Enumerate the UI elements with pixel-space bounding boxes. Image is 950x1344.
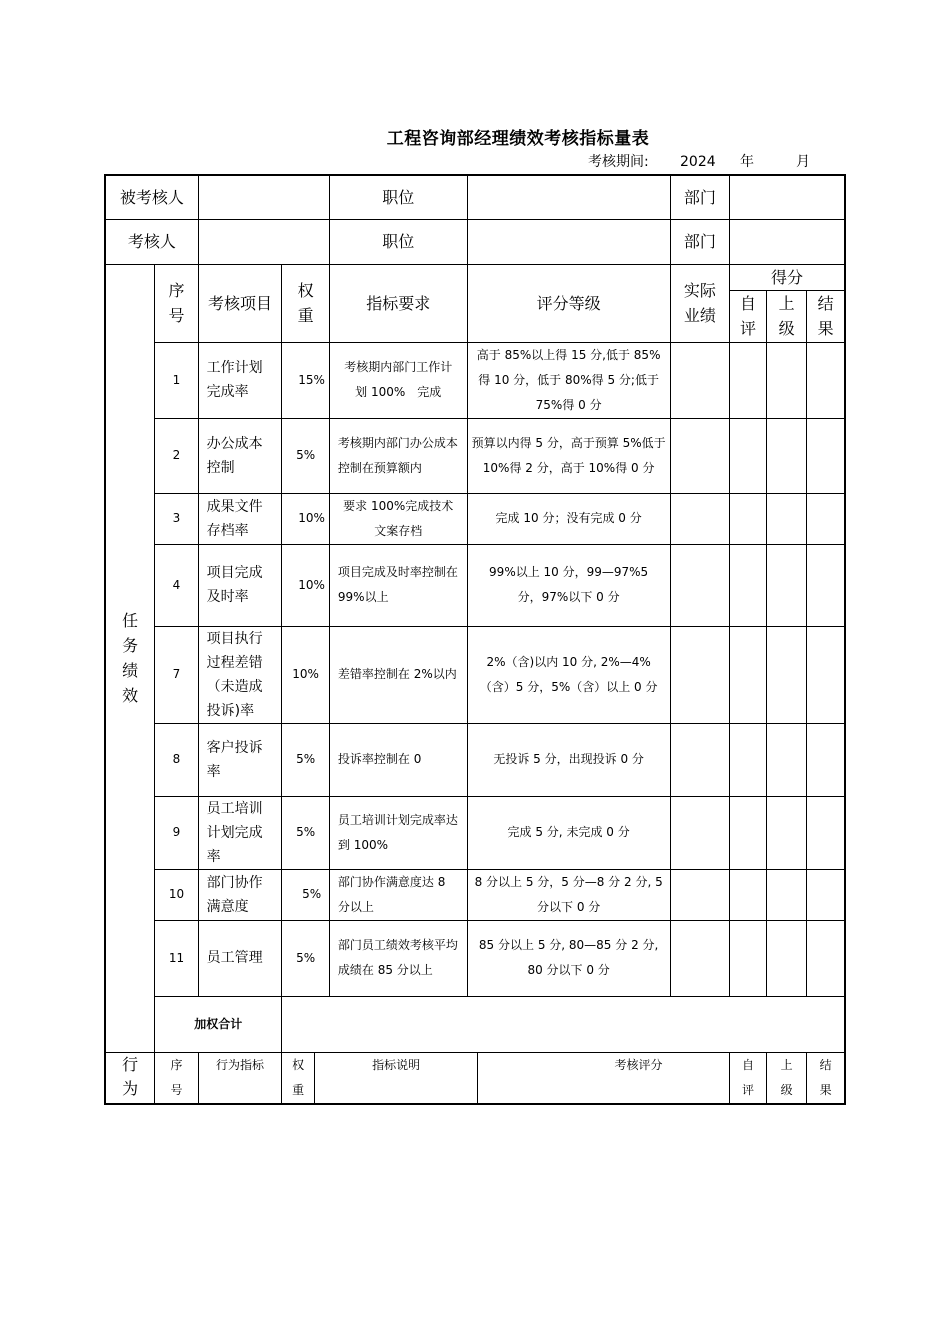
section-behavior: 行为 <box>105 1052 155 1104</box>
row-grading: 8 分以上 5 分，5 分—8 分 2 分, 5 分以下 0 分 <box>467 869 670 920</box>
row-superior-score[interactable] <box>767 544 807 626</box>
row-actual[interactable] <box>670 796 729 869</box>
row-no: 4 <box>155 544 198 626</box>
row-weight: 5% <box>282 723 330 796</box>
table-row <box>105 626 845 723</box>
row-actual[interactable] <box>670 342 729 418</box>
row-self-score[interactable] <box>730 418 767 493</box>
table-row <box>105 920 845 996</box>
row-result[interactable] <box>807 723 845 796</box>
row-item: 员工管理 <box>198 920 282 996</box>
period-label: 考核期间: <box>588 154 649 170</box>
row-grading: 高于 85%以上得 15 分,低于 85%得 10 分，低于 80%得 5 分;低于 75%得 0 分 <box>467 342 670 418</box>
weighted-total-row <box>105 996 845 1052</box>
behavior-col-superior: 上级 <box>767 1052 807 1104</box>
assessee-label: 被考核人 <box>105 175 198 219</box>
row-self-score[interactable] <box>730 544 767 626</box>
row-no: 10 <box>155 869 198 920</box>
behavior-col-indicator: 行为指标 <box>198 1052 282 1104</box>
table-row <box>105 342 845 418</box>
row-no: 11 <box>155 920 198 996</box>
behavior-header-row <box>105 1052 845 1104</box>
assessee-row <box>105 175 845 219</box>
row-self-score[interactable] <box>730 342 767 418</box>
position-label: 职位 <box>329 175 467 219</box>
row-result[interactable] <box>807 544 845 626</box>
row-self-score[interactable] <box>730 626 767 723</box>
department-label: 部门 <box>670 175 729 219</box>
assessee-department-field[interactable] <box>730 175 845 219</box>
assessor-department-field[interactable] <box>730 219 845 264</box>
col-actual: 实际业绩 <box>670 264 729 342</box>
behavior-col-weight: 权重 <box>282 1052 315 1104</box>
row-requirement: 部门协作满意度达 8 分以上 <box>329 869 467 920</box>
row-self-score[interactable] <box>730 796 767 869</box>
row-no: 7 <box>155 626 198 723</box>
row-item: 部门协作满意度 <box>198 869 282 920</box>
row-grading: 无投诉 5 分，出现投诉 0 分 <box>467 723 670 796</box>
row-actual[interactable] <box>670 418 729 493</box>
row-weight: 5% <box>282 796 330 869</box>
page-title: 工程咨询部经理绩效考核指标量表 <box>386 129 650 149</box>
row-item: 项目完成及时率 <box>198 544 282 626</box>
row-weight: 15% <box>282 342 330 418</box>
behavior-col-result: 结果 <box>807 1052 845 1104</box>
row-requirement: 投诉率控制在 0 <box>329 723 467 796</box>
row-result[interactable] <box>807 920 845 996</box>
row-superior-score[interactable] <box>767 796 807 869</box>
row-requirement: 考核期内部门工作计划 100% 完成 <box>329 342 467 418</box>
col-item: 考核项目 <box>198 264 282 342</box>
assessor-field[interactable] <box>198 219 329 264</box>
row-weight: 5% <box>282 920 330 996</box>
table-row <box>105 796 845 869</box>
row-weight: 5% <box>282 869 330 920</box>
col-self: 自评 <box>730 290 767 342</box>
assessment-period <box>588 151 810 171</box>
row-item: 成果文件存档率 <box>198 493 282 544</box>
row-actual[interactable] <box>670 920 729 996</box>
assessee-field[interactable] <box>198 175 329 219</box>
col-no: 序号 <box>155 264 198 342</box>
row-item: 办公成本控制 <box>198 418 282 493</box>
row-item: 员工培训计划完成率 <box>198 796 282 869</box>
col-result: 结果 <box>807 290 845 342</box>
period-month-unit: 月 <box>796 154 810 170</box>
row-result[interactable] <box>807 626 845 723</box>
weighted-total-label: 加权合计 <box>155 996 282 1052</box>
col-grading: 评分等级 <box>467 264 670 342</box>
row-no: 3 <box>155 493 198 544</box>
weighted-total-field[interactable] <box>282 996 845 1052</box>
table-row <box>105 869 845 920</box>
row-actual[interactable] <box>670 544 729 626</box>
assessor-row <box>105 219 845 264</box>
row-superior-score[interactable] <box>767 418 807 493</box>
row-superior-score[interactable] <box>767 342 807 418</box>
row-result[interactable] <box>807 493 845 544</box>
row-requirement: 项目完成及时率控制在 99%以上 <box>329 544 467 626</box>
behavior-col-description: 指标说明 <box>315 1052 478 1104</box>
col-score: 得分 <box>730 264 845 290</box>
row-weight: 10% <box>282 493 330 544</box>
row-superior-score[interactable] <box>767 493 807 544</box>
row-result[interactable] <box>807 869 845 920</box>
row-grading: 完成 5 分, 未完成 0 分 <box>467 796 670 869</box>
position-label-2: 职位 <box>329 219 467 264</box>
assessor-label: 考核人 <box>105 219 198 264</box>
row-actual[interactable] <box>670 493 729 544</box>
table-row <box>105 493 845 544</box>
row-no: 9 <box>155 796 198 869</box>
column-header-row <box>105 264 845 290</box>
row-actual[interactable] <box>670 723 729 796</box>
row-grading: 99%以上 10 分，99—97%5 分，97%以下 0 分 <box>467 544 670 626</box>
row-superior-score[interactable] <box>767 626 807 723</box>
row-no: 1 <box>155 342 198 418</box>
row-item: 工作计划完成率 <box>198 342 282 418</box>
row-requirement: 部门员工绩效考核平均成绩在 85 分以上 <box>329 920 467 996</box>
table-row <box>105 418 845 493</box>
col-superior: 上级 <box>767 290 807 342</box>
section-task-performance: 任务绩效 <box>105 264 155 1052</box>
row-requirement: 考核期内部门办公成本控制在预算额内 <box>329 418 467 493</box>
row-no: 8 <box>155 723 198 796</box>
col-requirement: 指标要求 <box>329 264 467 342</box>
row-requirement: 员工培训计划完成率达到 100% <box>329 796 467 869</box>
row-superior-score[interactable] <box>767 920 807 996</box>
row-weight: 5% <box>282 418 330 493</box>
row-actual[interactable] <box>670 869 729 920</box>
row-item: 客户投诉率 <box>198 723 282 796</box>
table-row <box>105 723 845 796</box>
row-weight: 10% <box>282 544 330 626</box>
behavior-col-self: 自评 <box>730 1052 767 1104</box>
table-row <box>105 544 845 626</box>
row-grading: 85 分以上 5 分, 80—85 分 2 分, 80 分以下 0 分 <box>467 920 670 996</box>
row-requirement: 要求 100%完成技术文案存档 <box>329 493 467 544</box>
row-result[interactable] <box>807 418 845 493</box>
behavior-col-evaluation: 考核评分 <box>478 1052 730 1104</box>
assessor-position-field[interactable] <box>467 219 670 264</box>
period-year: 2024 <box>680 154 716 170</box>
row-self-score[interactable] <box>730 869 767 920</box>
row-superior-score[interactable] <box>767 869 807 920</box>
period-year-unit: 年 <box>740 154 754 170</box>
row-self-score[interactable] <box>730 920 767 996</box>
row-item: 项目执行过程差错（未造成投诉)率 <box>198 626 282 723</box>
row-grading: 预算以内得 5 分，高于预算 5%低于 10%得 2 分，高于 10%得 0 分 <box>467 418 670 493</box>
row-requirement: 差错率控制在 2%以内 <box>329 626 467 723</box>
row-no: 2 <box>155 418 198 493</box>
department-label-2: 部门 <box>670 219 729 264</box>
col-weight: 权重 <box>282 264 330 342</box>
row-grading: 完成 10 分；没有完成 0 分 <box>467 493 670 544</box>
behavior-col-no: 序号 <box>155 1052 198 1104</box>
row-weight: 10% <box>282 626 330 723</box>
row-result[interactable] <box>807 796 845 869</box>
kpi-table <box>104 174 846 1105</box>
row-result[interactable] <box>807 342 845 418</box>
row-self-score[interactable] <box>730 723 767 796</box>
row-superior-score[interactable] <box>767 723 807 796</box>
row-actual[interactable] <box>670 626 729 723</box>
assessee-position-field[interactable] <box>467 175 670 219</box>
row-grading: 2%（含)以内 10 分, 2%—4%（含）5 分，5%（含）以上 0 分 <box>467 626 670 723</box>
row-self-score[interactable] <box>730 493 767 544</box>
